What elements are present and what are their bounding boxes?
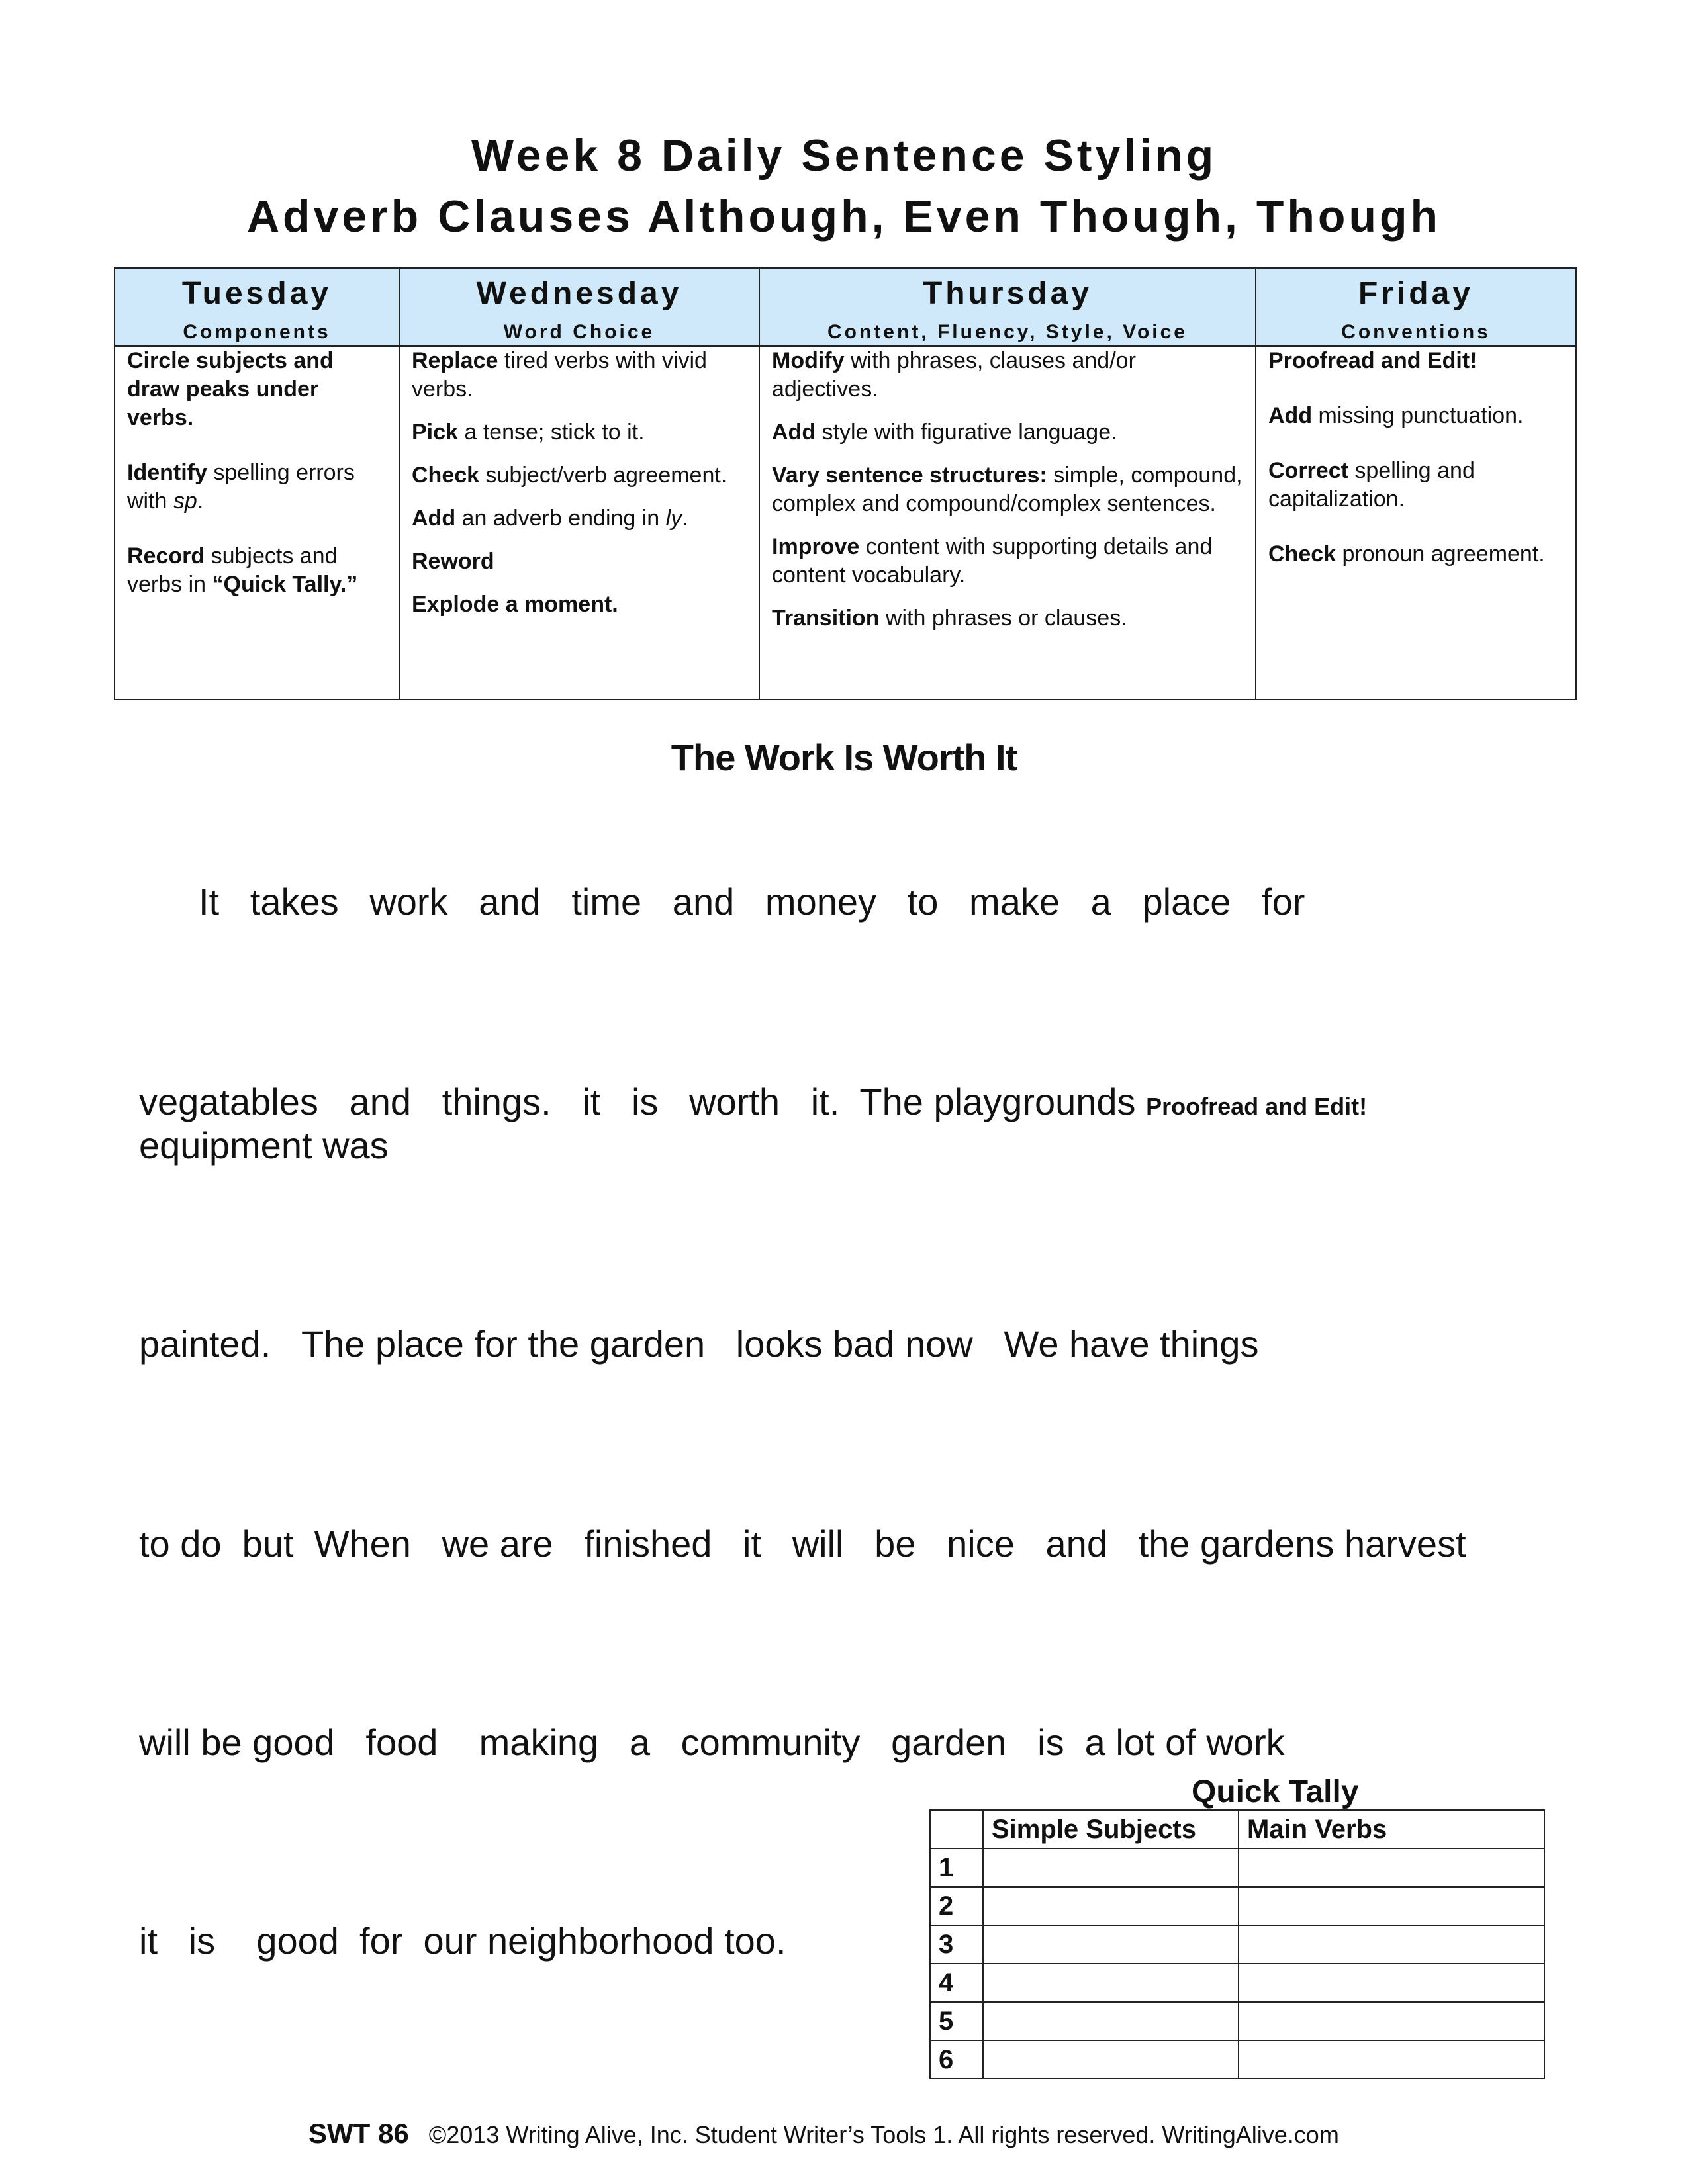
subject-cell[interactable]: [983, 2002, 1239, 2040]
day-focus: Conventions: [1341, 321, 1491, 343]
task-item: Identify spelling errors with sp.: [127, 460, 355, 514]
tally-corner: [930, 1810, 983, 1848]
subject-cell[interactable]: [983, 1848, 1239, 1887]
story-line: painted. The place for the garden looks bad now We have things: [139, 1323, 1259, 1365]
task-item: Explode a moment.: [412, 592, 618, 617]
wednesday-tasks: [399, 346, 759, 700]
main-verbs-header: Main Verbs: [1239, 1810, 1544, 1848]
task-item: Check pronoun agreement.: [1268, 541, 1545, 567]
thursday-tasks: [759, 346, 1256, 700]
page-subtitle: Adverb Clauses Although, Even Though, Though: [246, 191, 1442, 242]
task-item: Add missing punctuation.: [1268, 403, 1524, 428]
daily-styling-table: [114, 267, 1577, 700]
row-number: 1: [930, 1848, 983, 1887]
verb-cell[interactable]: [1239, 1848, 1544, 1887]
page-code: SWT 86: [308, 2118, 409, 2149]
simple-subjects-header: Simple Subjects: [983, 1810, 1239, 1848]
subject-cell[interactable]: [983, 1887, 1239, 1925]
task-item: Correct spelling and capitalization.: [1268, 458, 1475, 512]
story-line: it is good for our neighborhood too.: [139, 1920, 786, 1962]
task-item: Check subject/verb agreement.: [412, 463, 727, 488]
tuesday-tasks: [115, 346, 399, 700]
story-title: The Work Is Worth It: [671, 737, 1017, 778]
row-number: 2: [930, 1887, 983, 1925]
story-line: to do but When we are finished it will be nice and the gardens harvest: [139, 1523, 1466, 1565]
friday-tasks: [1256, 346, 1576, 700]
subject-cell[interactable]: [983, 1925, 1239, 1964]
row-number: 5: [930, 2002, 983, 2040]
wednesday-header: [399, 268, 759, 346]
verb-cell[interactable]: [1239, 2040, 1544, 2079]
proofread-note: Proofread and Edit!: [1146, 1093, 1368, 1120]
task-item: Record subjects and verbs in “Quick Tally.”: [127, 543, 358, 597]
task-item: Add style with figurative language.: [772, 420, 1117, 445]
row-number: 6: [930, 2040, 983, 2079]
thursday-header: [759, 268, 1256, 346]
day-focus: Components: [183, 321, 331, 343]
task-item: Circle subjects and draw peaks under verbs.: [127, 348, 334, 430]
verb-cell[interactable]: [1239, 2002, 1544, 2040]
story-line: equipment was: [139, 1124, 389, 1166]
verb-cell[interactable]: [1239, 1887, 1544, 1925]
day-focus: Word Choice: [503, 321, 655, 343]
row-number: 3: [930, 1925, 983, 1964]
story-line: It takes work and time and money to make a place for: [199, 881, 1305, 923]
subject-cell[interactable]: [983, 1964, 1239, 2002]
task-item: Pick a tense; stick to it.: [412, 420, 645, 445]
quick-tally-title: Quick Tally: [1192, 1774, 1359, 1809]
day-name: Wednesday: [476, 276, 682, 311]
copyright-text: ©2013 Writing Alive, Inc. Student Writer’s Tools 1. All rights reserved. WritingAlive.com: [428, 2121, 1339, 2148]
verb-cell[interactable]: [1239, 1964, 1544, 2002]
quick-tally-table: [929, 1809, 1545, 2079]
story-line: vegatables and things. it is worth it. The playgrounds Proofread and Edit!: [139, 1081, 1368, 1122]
day-focus: Content, Fluency, Style, Voice: [827, 321, 1188, 343]
page-title: Week 8 Daily Sentence Styling: [471, 130, 1217, 181]
task-item: Replace tired verbs with vivid verbs.: [412, 348, 707, 402]
story-line: will be good food making a community garden is a lot of work: [139, 1721, 1285, 1763]
row-number: 4: [930, 1964, 983, 2002]
page-footer: [308, 2118, 1339, 2150]
day-name: Friday: [1358, 276, 1474, 311]
task-item: Improve content with supporting details and content vocabulary.: [772, 534, 1213, 588]
task-item: Transition with phrases or clauses.: [772, 606, 1127, 631]
task-item: Modify with phrases, clauses and/or adjectives.: [772, 348, 1136, 402]
task-item: Proofread and Edit!: [1268, 348, 1477, 373]
tuesday-header: [115, 268, 399, 346]
verb-cell[interactable]: [1239, 1925, 1544, 1964]
task-item: Reword: [412, 549, 494, 574]
task-item: Add an adverb ending in ly.: [412, 506, 688, 531]
subject-cell[interactable]: [983, 2040, 1239, 2079]
day-name: Thursday: [922, 276, 1093, 311]
friday-header: [1256, 268, 1576, 346]
task-item: Vary sentence structures: simple, compound, complex and compound/complex sentences.: [772, 463, 1243, 516]
day-name: Tuesday: [181, 276, 332, 311]
